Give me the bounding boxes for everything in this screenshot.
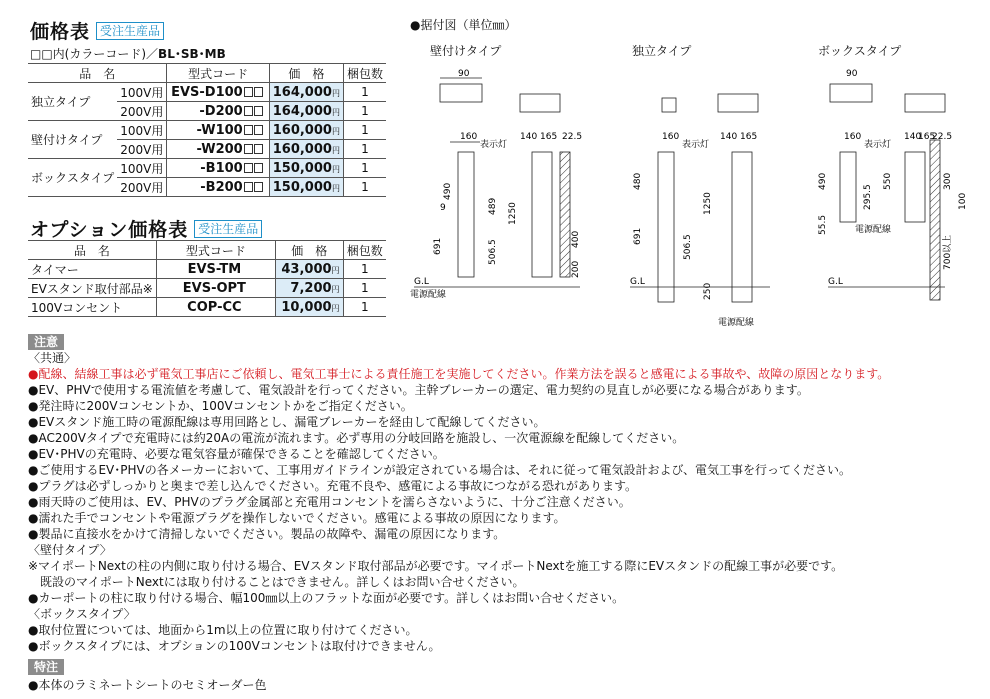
standalone-type-drawing	[630, 94, 770, 328]
note-line: 〈ボックスタイプ〉	[28, 607, 136, 621]
svg-text:506.5: 506.5	[488, 239, 498, 265]
svg-text:300: 300	[943, 172, 953, 190]
table-row: タイマー EVS-TM 43,000円 1	[28, 260, 386, 279]
installation-drawing	[400, 60, 990, 335]
svg-text:140: 140	[520, 132, 538, 142]
special-order-header: 特注	[28, 659, 64, 675]
option-table-title: オプション価格表 受注生産品	[30, 215, 262, 242]
wall-type-drawing	[410, 69, 582, 300]
note-line: ●AC200Vタイプで充電時には約20Aの電流が流れます。必ず専用の分岐回路を施設し、一次電源線を配線してください。	[28, 431, 685, 445]
post-side	[532, 152, 552, 277]
svg-text:489: 489	[488, 197, 498, 215]
notes-header: 注意	[28, 334, 64, 350]
table-row: ボックスタイプ 100V用 -B100 150,000円 1	[28, 159, 386, 178]
svg-text:550: 550	[883, 172, 893, 190]
option-table-header: 品 名 型式コード 価 格 梱包数	[28, 241, 386, 260]
note-line: ●製品に直接水をかけて清掃しないでください。製品の故障や、漏電の原因になります。	[28, 527, 506, 541]
svg-text:691: 691	[433, 237, 443, 255]
svg-text:160: 160	[844, 132, 862, 142]
price-table-header: 品 名 型式コード 価 格 梱包数	[28, 64, 386, 83]
notes-section	[28, 331, 64, 350]
svg-text:490: 490	[443, 182, 453, 200]
special-order-line: ●本体のラミネートシートのセミオーダー色	[28, 678, 267, 692]
svg-text:165: 165	[740, 132, 758, 142]
table-row: 200V用 -B200 150,000円 1	[28, 178, 386, 197]
made-to-order-badge: 受注生産品	[194, 220, 262, 238]
note-line: ※マイポートNextの柱の内側に取り付ける場合、EVスタンド取付部品が必要です。マイポートNextを施工する際にEVスタンドの配線工事が必要です。	[28, 559, 844, 573]
note-line: ●EVスタンド施工時の電源配線は専用回路とし、漏電ブレーカーを経由して配線してください。	[28, 415, 546, 429]
svg-text:22.5: 22.5	[562, 132, 583, 142]
svg-text:700以上: 700以上	[943, 234, 953, 270]
svg-text:G.L: G.L	[630, 277, 645, 287]
svg-text:140: 140	[904, 132, 922, 142]
note-line: 〈共通〉	[28, 351, 77, 365]
svg-text:G.L: G.L	[414, 277, 429, 287]
note-line: 〈壁付タイプ〉	[28, 543, 112, 557]
svg-text:200: 200	[571, 260, 581, 278]
svg-text:22.5: 22.5	[932, 132, 953, 142]
svg-text:表示灯: 表示灯	[480, 140, 508, 150]
svg-text:表示灯: 表示灯	[682, 140, 710, 150]
svg-text:480: 480	[633, 172, 643, 190]
option-table	[28, 240, 386, 317]
color-code-line: □□内(カラーコード)／BL･SB･MB	[30, 47, 226, 61]
svg-text:電源配線: 電源配線	[410, 290, 447, 300]
type-label-standalone: 独立タイプ	[632, 44, 692, 58]
note-line: ●EV、PHVで使用する電流値を考慮して、電気設計を行ってください。主幹ブレーカーの選定、電力契約の見直しが必要になる場合があります。	[28, 383, 809, 397]
table-row: 独立タイプ 100V用 EVS-D100 164,000円 1	[28, 83, 386, 102]
svg-text:160: 160	[460, 132, 478, 142]
svg-text:506.5: 506.5	[683, 234, 693, 260]
notes-list	[28, 350, 889, 654]
table-row: EVスタンド取付部品※ EVS-OPT 7,200円 1	[28, 279, 386, 298]
svg-text:165: 165	[918, 132, 936, 142]
note-line: 既設のマイポートNextには取り付けることはできません。詳しくはお問い合せください。	[28, 575, 525, 589]
svg-text:G.L: G.L	[828, 277, 843, 287]
note-line: ●雨天時のご使用は、EV、PHVのプラグ金属部と充電用コンセントを濡らさないように、十分ご注意ください。	[28, 495, 631, 509]
svg-text:400: 400	[571, 230, 581, 248]
svg-text:160: 160	[662, 132, 680, 142]
svg-text:表示灯: 表示灯	[864, 140, 892, 150]
svg-text:140: 140	[720, 132, 738, 142]
note-line: ●カーポートの柱に取り付ける場合、幅100㎜以上のフラットな面が必要です。詳しくはお問い合せください。	[28, 591, 625, 605]
svg-text:90: 90	[846, 69, 858, 79]
svg-text:490: 490	[818, 172, 828, 190]
type-label-wall: 壁付けタイプ	[430, 44, 502, 58]
made-to-order-badge: 受注生産品	[96, 22, 164, 40]
price-table	[28, 63, 386, 197]
table-row: 壁付けタイプ 100V用 -W100 160,000円 1	[28, 121, 386, 140]
note-line: ●発注時に200Vコンセントか、100Vコンセントかをご指定ください。	[28, 399, 413, 413]
table-row: 200V用 -D200 164,000円 1	[28, 102, 386, 121]
note-line: ●配線、結線工事は必ず電気工事店にご依頼し、電気工事士による責任施工を実施してください。作業方法を誤ると感電による事故や、故障の原因となります。	[28, 367, 890, 381]
post-front	[458, 152, 474, 277]
svg-text:100: 100	[958, 192, 968, 210]
svg-text:55.5: 55.5	[818, 214, 828, 235]
svg-text:90: 90	[458, 69, 470, 79]
table-row: 100Vコンセント COP-CC 10,000円 1	[28, 298, 386, 317]
note-line: ●ボックスタイプには、オプションの100Vコンセントは取付けできません。	[28, 639, 441, 653]
svg-text:295.5: 295.5	[863, 184, 873, 210]
svg-text:電源配線: 電源配線	[718, 318, 755, 328]
price-table-title: 価格表 受注生産品	[30, 17, 164, 44]
note-line: ●ご使用するEV･PHVの各メーカーにおいて、工事用ガイドラインが設定されている場合は、それに従って電気設計および、電気工事を行ってください。	[28, 463, 852, 477]
svg-text:165: 165	[540, 132, 558, 142]
svg-text:1250: 1250	[508, 202, 518, 225]
svg-text:691: 691	[633, 227, 643, 245]
drawing-title: ●据付図（単位㎜）	[410, 18, 517, 32]
table-row: 200V用 -W200 160,000円 1	[28, 140, 386, 159]
plan-view-wall	[440, 84, 482, 102]
note-line: ●濡れた手でコンセントや電源プラグを操作しないでください。感電による事故の原因になります。	[28, 511, 566, 525]
box-type-drawing	[818, 69, 968, 300]
type-label-box: ボックスタイプ	[818, 44, 902, 58]
note-line: ●取付位置については、地面から1m以上の位置に取り付けてください。	[28, 623, 418, 637]
svg-text:9: 9	[440, 203, 446, 213]
svg-text:250: 250	[703, 282, 713, 300]
svg-text:電源配線: 電源配線	[855, 225, 892, 235]
note-line: ●プラグは必ずしっかりと奥まで差し込んでください。充電不良や、感電による事故につながる恐れがあります。	[28, 479, 638, 493]
note-line: ●EV･PHVの充電時、必要な電気容量が確保できることを確認してください。	[28, 447, 445, 461]
svg-text:1250: 1250	[703, 192, 713, 215]
special-order-section	[28, 656, 64, 675]
